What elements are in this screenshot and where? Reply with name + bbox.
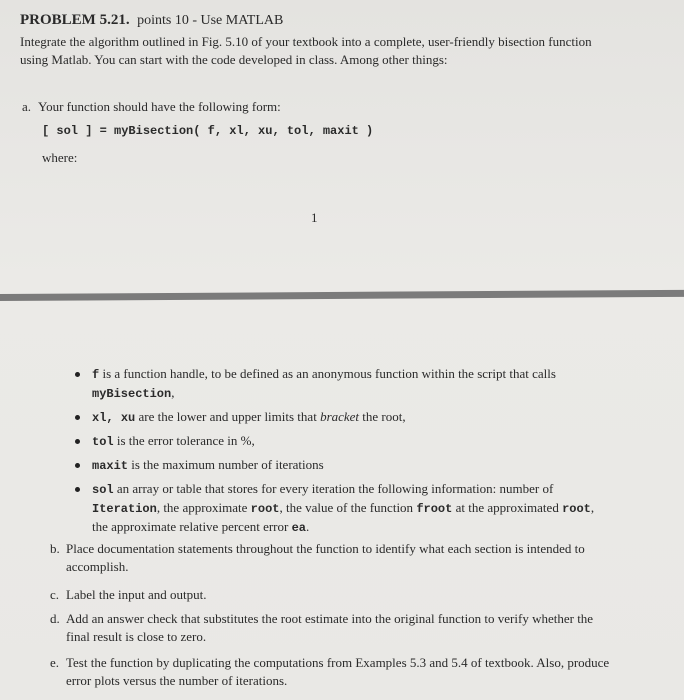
problem-intro: Integrate the algorithm outlined in Fig. 5.10 of your textbook into a complete, user-friendly bisection function using Matlab. You can start with the code developed in class. Among other things: xyxy=(20,34,592,67)
bullet-text: , the value of the function xyxy=(279,500,417,515)
part-a-text: Your function should have the following form: xyxy=(38,99,281,114)
problem-heading xyxy=(20,12,283,29)
parameter-bullet xyxy=(72,365,612,403)
bullet-text: is the maximum number of iterations xyxy=(128,457,324,472)
bullet-text: , xyxy=(171,385,175,400)
bullet-text: are the lower and upper limits that xyxy=(135,409,321,424)
part-text: Label the input and output. xyxy=(66,587,207,602)
part-text: Place documentation statements throughout the function to identify what each section is intended to accomplish. xyxy=(66,541,585,574)
bullet-text: the root, xyxy=(359,409,406,424)
code-term: root xyxy=(250,502,280,516)
bullet-text: , the approximate xyxy=(156,500,251,515)
code-term: myBisection xyxy=(92,387,172,401)
part-e xyxy=(50,654,610,690)
part-a xyxy=(22,98,281,116)
code-term: tol xyxy=(92,435,114,449)
bullet-text: an array or table that stores for every iteration the following information: number of xyxy=(113,481,554,496)
code-term: xl, xyxy=(92,411,121,425)
code-term: Iteration xyxy=(92,502,157,516)
part-text: Add an answer check that substitutes the root estimate into the original function to verify whether the final result is close to zero. xyxy=(66,611,594,644)
code-term: f xyxy=(92,368,100,382)
page-number: 1 xyxy=(311,210,318,225)
where-label: where: xyxy=(42,150,78,165)
function-signature: [ sol ] = myBisection( f, xl, xu, tol, maxit ) xyxy=(42,124,374,138)
parameter-bullet xyxy=(72,480,612,537)
bullet-text: bracket xyxy=(320,409,360,424)
code-term: sol xyxy=(92,483,114,497)
problem-number: PROBLEM 5.21. xyxy=(20,12,130,28)
code-term: ea xyxy=(291,521,306,535)
bullet-text: . xyxy=(306,519,310,534)
part-label: d. xyxy=(50,611,60,626)
code-term: root xyxy=(562,502,591,516)
parameter-bullet xyxy=(72,432,612,451)
code-term: xu xyxy=(120,411,136,425)
part-a-label: a. xyxy=(22,99,32,114)
part-label: c. xyxy=(50,587,60,602)
bullet-text: is a function handle, to be defined as an anonymous function within the script that calls xyxy=(99,366,556,381)
bullet-text: at the approximated xyxy=(452,500,563,515)
parameter-bullet xyxy=(72,408,612,427)
part-b xyxy=(50,540,610,576)
part-d xyxy=(50,610,610,646)
parameter-bullet xyxy=(72,456,612,475)
part-label: b. xyxy=(50,541,60,556)
page-divider xyxy=(0,290,684,301)
part-label: e. xyxy=(50,655,60,670)
part-text: Test the function by duplicating the computations from Examples 5.3 and 5.4 of textbook. Also, produce error plots versus the number of iterations. xyxy=(66,655,610,688)
parameter-list xyxy=(72,365,612,542)
bullet-text: , the approximate relative percent error xyxy=(92,500,595,534)
problem-meta: points 10 - Use MATLAB xyxy=(137,13,284,28)
bullet-text: is the error tolerance in %, xyxy=(113,433,255,448)
code-term: maxit xyxy=(92,459,129,473)
part-c xyxy=(50,586,610,604)
code-term: froot xyxy=(416,502,453,516)
